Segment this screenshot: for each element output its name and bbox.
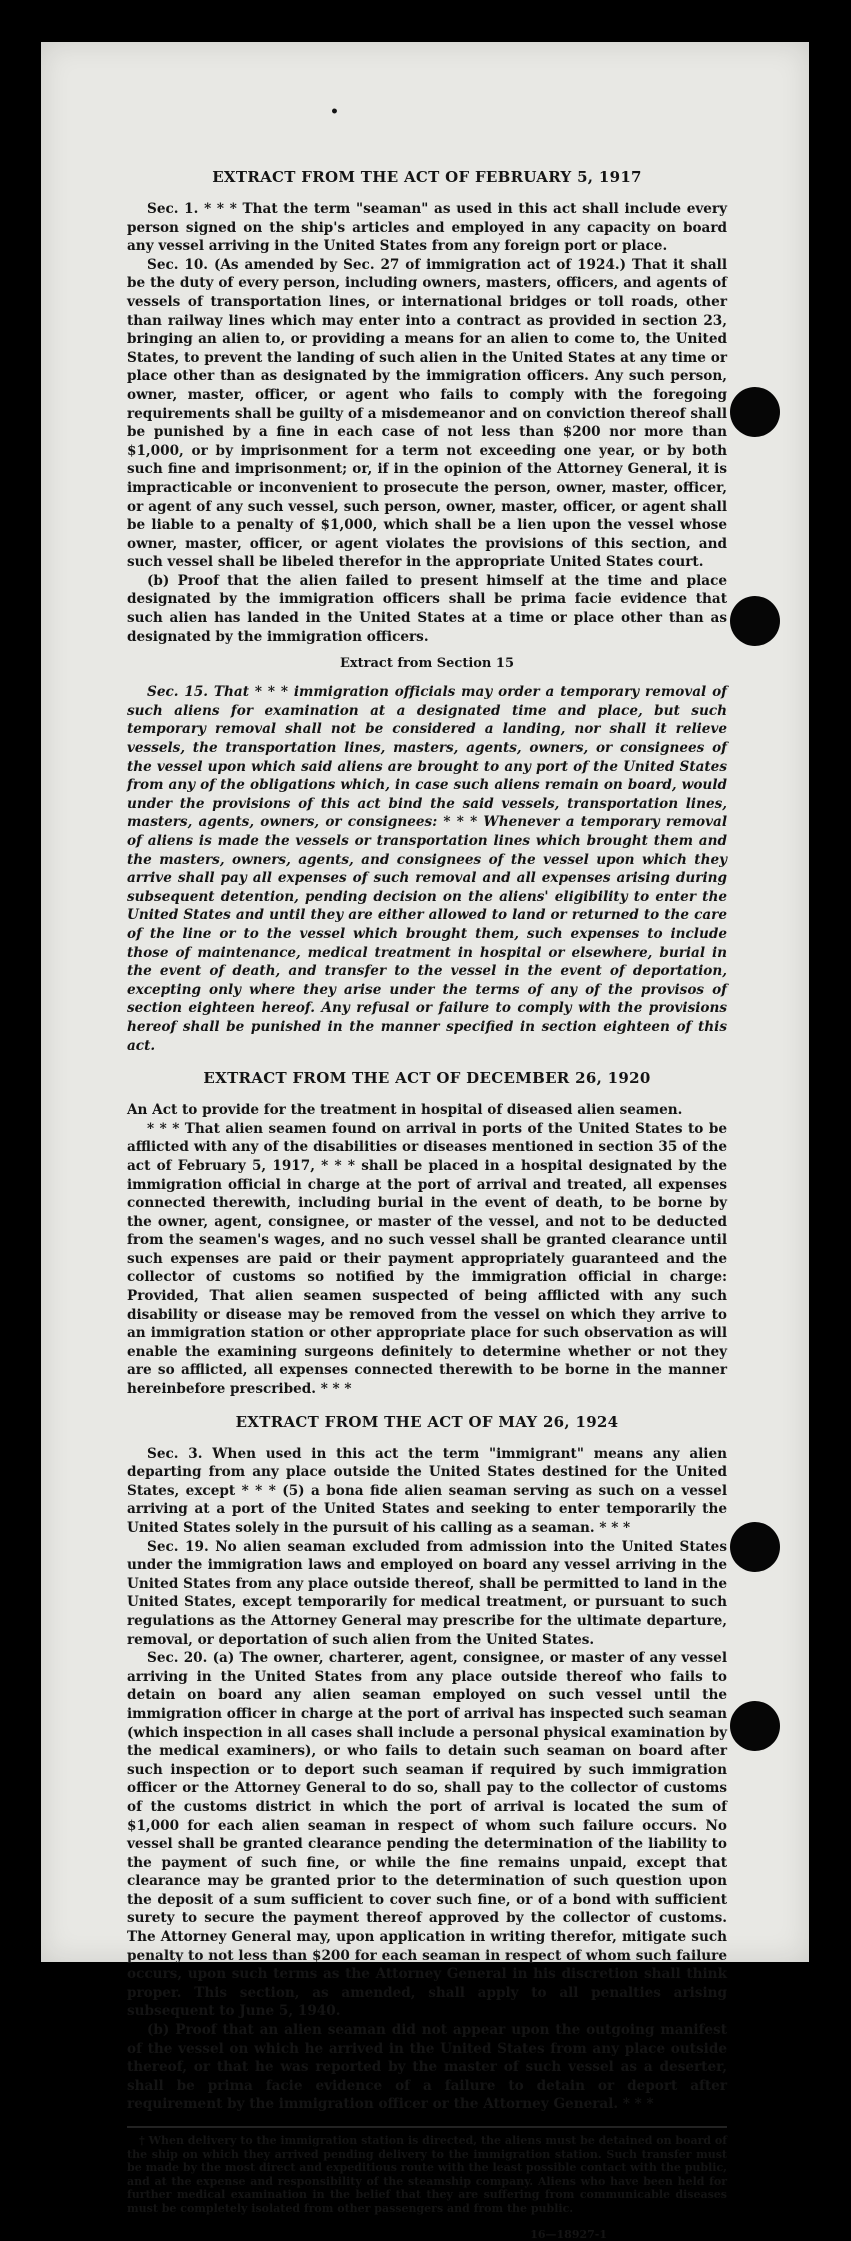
- punch-hole-1: [730, 387, 780, 437]
- punch-hole-3: [730, 1522, 780, 1572]
- subtitle-section-15: Extract from Section 15: [339, 656, 515, 672]
- form-number: 16—18927-1: [530, 2227, 607, 2241]
- paragraph-1920-intro: An Act to provide for the treatment in hospital of diseased alien seamen.: [127, 1102, 683, 1119]
- footnote: † When delivery to the immigration station is directed, the aliens must be detained on board of the ship on which they arrived pending delivery to the immigration station. Such transfer must be made by the most direct and expeditious route with the least possible contact with the public, and at the expense and responsibility of the steamship company. Aliens who have been held for further medical examination in the belief that they are suffering from communicable diseases must be completely isolated from other passengers and from the public.: [127, 2134, 727, 2215]
- paragraph-sec-19: Sec. 19. No alien seaman excluded from admission into the United States under the immigration laws and employed on board any vessel arriving in the United States from any place outside thereof, shall be permitted to land in the United States, except temporarily for medical treatment, or pursuant to such regulations as the Attorney General may prescribe for the ultimate departure, removal, or deportation of such alien from the United States.: [127, 1538, 727, 1648]
- title-1924: EXTRACT FROM THE ACT OF MAY 26, 1924: [235, 1412, 619, 1431]
- punch-hole-2: [730, 596, 780, 646]
- paragraph-1920-body: * * * That alien seamen found on arrival in ports of the United States to be afflicted with any of the disabilities or diseases mentioned in section 35 of the act of February 5, 1917, * * * shall be placed in a hospital designated by the immigration official in charge at the port of arrival and treated, all expenses connected therewith, including burial in the event of death, to be borne by the owner, agent, consignee, or master of the vessel, and not to be deducted from the seamen's wages, and no such vessel shall be granted clearance until such expenses are paid or their payment appropriately guaranteed and the collector of customs so notified by the immigration official in charge: Provided, That alien seamen suspected of being afflicted with any such disability or disease may be removed from the vessel on which they arrive to an immigration station or other appropriate place for such observation as will enable the examining surgeons definitely to determine whether or not they are so afflicted, all expenses connected therewith to be borne in the manner hereinbefore prescribed. * * *: [127, 1120, 727, 1398]
- footnote-divider: [127, 2126, 727, 2128]
- paragraph-sec-1: Sec. 1. * * * That the term "seaman" as used in this act shall include every person signed on the ship's articles and employed in any capacity on board any vessel arriving in the United States from any foreign port or place.: [127, 201, 727, 255]
- paragraph-sec-15: Sec. 15. That * * * immigration officials may order a temporary removal of such aliens for examination at a designated time and place, but such temporary removal shall not be considered a landing, nor shall it relieve vessels, the transportation lines, masters, agents, owners, or consignees of the vessel upon which said aliens are brought to any port of the United States from any of the obligations which, in case such aliens remain on board, would under the provisions of this act bind the said vessels, transportation lines, masters, agents, owners, or consignees: * * * Whenever a temporary removal of aliens is made the vessels or transportation lines which brought them and the masters, owners, agents, and consignees of the vessel upon which they arrive shall pay all expenses of such removal and all expenses arising during subsequent detention, pending decision on the aliens' eligibility to enter the United States and until they are either allowed to land or returned to the care of the line or to the vessel which brought them, such expenses to include those of maintenance, medical treatment in hospital or elsewhere, burial in the event of death, and transfer to the vessel in the event of deportation, excepting only where they arise under the terms of any of the provisos of section eighteen hereof. Any refusal or failure to comply with the provisions hereof shall be punished in the manner specified in section eighteen of this act.: [127, 684, 727, 1054]
- scan-mark: •: [330, 104, 339, 120]
- paragraph-sec-20-a: Sec. 20. (a) The owner, charterer, agent, consignee, or master of any vessel arriving in the United States from any place outside thereof who fails to detain on board any alien seaman employed on such vessel until the immigration officer in charge at the port of arrival has inspected such seaman (which inspection in all cases shall include a personal physical examination by the medical examiners), or who fails to detain such seaman on board after such inspection or to deport such seaman if required by such immigration officer or the Attorney General to do so, shall pay to the collector of customs of the customs district in which the port of arrival is located the sum of $1,000 for each alien seaman in respect of whom such failure occurs. No vessel shall be granted clearance pending the determination of the liability to the payment of such fine, or while the fine remains unpaid, except that clearance may be granted prior to the determination of such question upon the deposit of a sum sufficient to cover such fine, or of a bond with sufficient surety to secure the payment thereof approved by the collector of customs. The Attorney General may, upon application in writing therefor, mitigate such penalty to not less than $200 for each seaman in respect of whom such failure occurs, upon such terms as the Attorney General in his discretion shall think proper. This section, as amended, shall apply to all penalties arising subsequent to June 5, 1940.: [127, 1650, 727, 2020]
- paragraph-sec-3: Sec. 3. When used in this act the term "immigrant" means any alien departing from any place outside the United States destined for the United States, except * * * (5) a bona fide alien seaman serving as such on a vessel arriving at a port of the United States and seeking to enter temporarily the United States solely in the pursuit of his calling as a seaman. * * *: [127, 1445, 727, 1536]
- paragraph-sec-10: Sec. 10. (As amended by Sec. 27 of immigration act of 1924.) That it shall be the duty of every person, including owners, masters, officers, and agents of vessels of transportation lines, or international bridges or toll roads, other than railway lines which may enter into a contract as provided in section 23, bringing an alien to, or providing a means for an alien to come to, the United States, to prevent the landing of such alien in the United States at any time or place other than as designated by the immigration officers. Any such person, owner, master, officer, or agent who fails to comply with the foregoing requirements shall be guilty of a misdemeanor and on conviction thereof shall be punished by a fine in each case of not less than $200 nor more than $1,000, or by imprisonment for a term not exceeding one year, or by both such fine and imprisonment; or, if in the opinion of the Attorney General, it is impracticable or inconvenient to prosecute the person, owner, master, officer, or agent of any such vessel, such person, owner, master, officer, or agent shall be liable to a penalty of $1,000, which shall be a lien upon the vessel whose owner, master, officer, or agent violates the provisions of this section, and such vessel shall be libeled therefor in the appropriate United States court.: [127, 256, 727, 571]
- paragraph-sec-20-b: (b) Proof that an alien seaman did not appear upon the outgoing manifest of the vessel on which he arrived in the United States from any place outside thereof, or that he was reported by the master of such vessel as a deserter, shall be prima facie evidence of a failure to detain or deport after requirement by the immigration officer or the Attorney General. * * *: [127, 2022, 727, 2113]
- document-page: [41, 42, 809, 2241]
- punch-hole-4: [730, 1701, 780, 1751]
- title-1917: EXTRACT FROM THE ACT OF FEBRUARY 5, 1917: [212, 168, 642, 186]
- title-1920: EXTRACT FROM THE ACT OF DECEMBER 26, 1920: [203, 1069, 651, 1088]
- document-body: [127, 168, 727, 2241]
- paragraph-sec-10-b: (b) Proof that the alien failed to present himself at the time and place designated by the immigration officers shall be prima facie evidence that such alien has landed in the United States at a time or place other than as designated by the immigration officers.: [127, 572, 727, 645]
